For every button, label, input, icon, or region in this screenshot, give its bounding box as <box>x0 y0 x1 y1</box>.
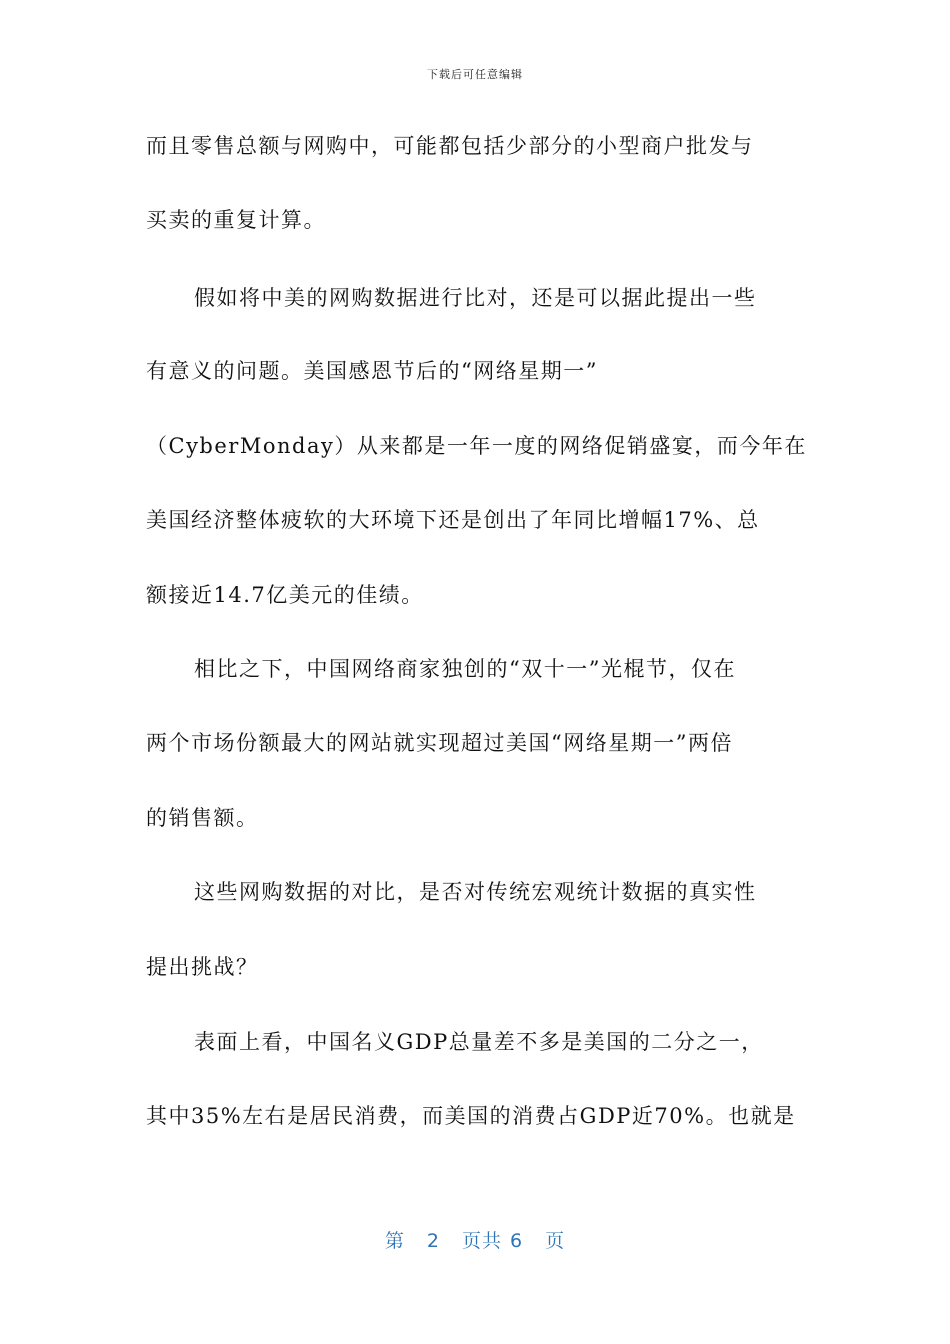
footer-total-pages: 6 <box>510 1230 524 1252</box>
text-line-5: （CyberMonday）从来都是一年一度的网络促销盛宴，而今年在 <box>146 434 807 458</box>
text-line-4: 有意义的问题。美国感恩节后的“网络星期一” <box>146 359 598 383</box>
footer-mid: 页共 <box>461 1230 502 1252</box>
text-line-7: 额接近14.7亿美元的佳绩。 <box>146 583 424 607</box>
text-line-12: 提出挑战？ <box>146 955 259 979</box>
text-line-1: 而且零售总额与网购中，可能都包括少部分的小型商户批发与 <box>146 134 754 158</box>
text-line-2: 买卖的重复计算。 <box>146 208 326 232</box>
text-line-8: 相比之下，中国网络商家独创的“双十一”光棍节，仅在 <box>194 657 736 681</box>
footer-suffix: 页 <box>545 1230 566 1252</box>
text-line-11: 这些网购数据的对比，是否对传统宏观统计数据的真实性 <box>194 880 757 904</box>
text-line-10: 的销售额。 <box>146 806 259 830</box>
text-line-3: 假如将中美的网购数据进行比对，还是可以据此提出一些 <box>194 286 757 310</box>
footer-prefix: 第 <box>384 1230 405 1252</box>
text-line-9: 两个市场份额最大的网站就实现超过美国“网络星期一”两倍 <box>146 731 733 755</box>
page-footer <box>0 1226 950 1253</box>
text-line-13: 表面上看，中国名义GDP总量差不多是美国的二分之一， <box>194 1030 764 1054</box>
footer-page-number: 2 <box>426 1230 440 1252</box>
text-line-14: 其中35%左右是居民消费，而美国的消费占GDP近70%。也就是 <box>146 1104 796 1128</box>
page-header: 下载后可任意编辑 <box>427 68 523 81</box>
text-line-6: 美国经济整体疲软的大环境下还是创出了年同比增幅17%、总 <box>146 508 760 532</box>
